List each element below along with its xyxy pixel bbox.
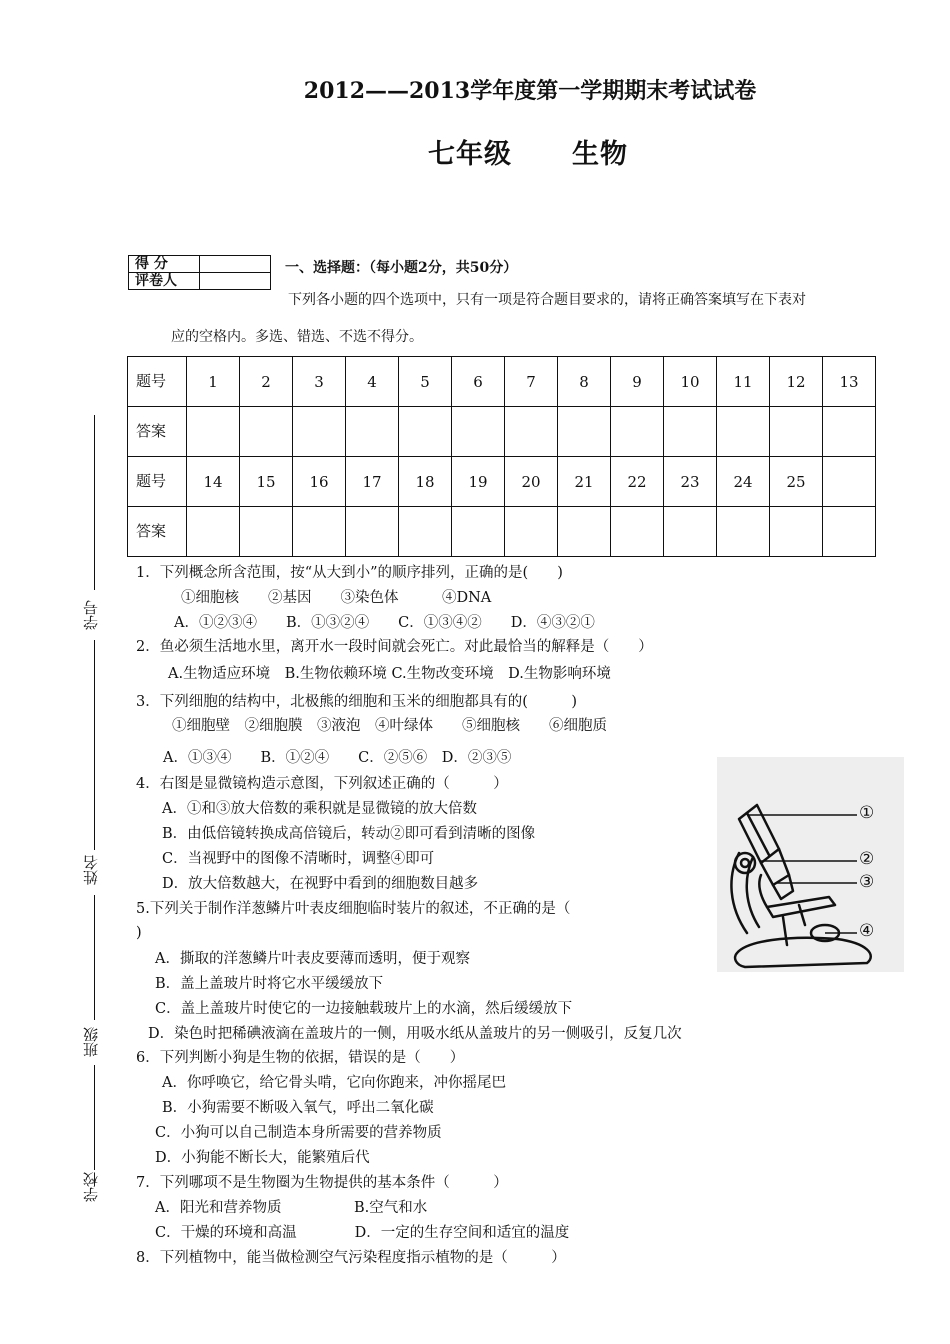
question-6-stem: 6．下列判断小狗是生物的依据，错误的是（ ）	[136, 1050, 465, 1066]
answer-cell[interactable]	[240, 407, 293, 457]
binding-line	[94, 640, 95, 850]
answer-cell[interactable]	[505, 407, 558, 457]
question-number: 25	[770, 457, 823, 507]
question-number: 15	[240, 457, 293, 507]
question-4-option-d: D．放大倍数越大，在视野中看到的细胞数目越多	[162, 876, 479, 892]
answer-cell[interactable]	[664, 407, 717, 457]
question-number: 21	[558, 457, 611, 507]
question-4-option-a: A．①和③放大倍数的乘积就是显微镜的放大倍数	[162, 801, 477, 817]
question-1-options: A．①②③④ B．①③②④ C．①③④② D．④③②①	[174, 615, 595, 631]
question-8-stem: 8．下列植物中，能当做检测空气污染程度指示植物的是（ ）	[136, 1250, 566, 1266]
number-row-2	[128, 457, 876, 507]
question-number: 11	[717, 357, 770, 407]
answer-cell[interactable]	[664, 507, 717, 557]
question-number: 3	[293, 357, 346, 407]
answer-cell[interactable]	[558, 507, 611, 557]
answer-cell[interactable]	[770, 407, 823, 457]
question-3-items: ①细胞壁 ②细胞膜 ③液泡 ④叶绿体 ⑤细胞核 ⑥细胞质	[172, 718, 607, 734]
question-7-options-ab: A．阳光和营养物质 B.空气和水	[155, 1200, 428, 1216]
diagram-label-2: ②	[859, 849, 875, 869]
question-6-option-c: C．小狗可以自己制造本身所需要的营养物质	[155, 1125, 442, 1141]
answer-cell[interactable]	[240, 507, 293, 557]
question-4-stem: 4．右图是显微镜构造示意图，下列叙述正确的（ ）	[136, 776, 508, 792]
section-heading: 一、选择题：（每小题2分，共50分）	[285, 260, 518, 276]
answer-cell[interactable]	[187, 407, 240, 457]
answer-cell[interactable]	[505, 507, 558, 557]
answer-row-2	[128, 507, 876, 557]
row-label-answer: 答案	[128, 407, 187, 457]
answer-cell[interactable]	[187, 507, 240, 557]
answer-cell[interactable]	[717, 407, 770, 457]
school-label: 学校	[82, 1172, 100, 1202]
question-number: 6	[452, 357, 505, 407]
question-number: 13	[823, 357, 876, 407]
question-6-option-a: A．你呼唤它，给它骨头啃，它向你跑来，冲你摇尾巴	[162, 1075, 506, 1091]
question-number: 8	[558, 357, 611, 407]
question-2-options: A.生物适应环境 B.生物依赖环境 C.生物改变环境 D.生物影响环境	[168, 666, 611, 682]
question-7-stem: 7．下列哪项不是生物圈为生物提供的基本条件（ ）	[136, 1175, 508, 1191]
question-4-option-c: C．当视野中的图像不清晰时，调整④即可	[162, 851, 435, 867]
answer-cell[interactable]	[611, 407, 664, 457]
number-row-1	[128, 357, 876, 407]
question-number: 12	[770, 357, 823, 407]
question-number: 24	[717, 457, 770, 507]
grader-field[interactable]	[200, 273, 271, 290]
question-number	[823, 457, 876, 507]
binding-line	[94, 415, 95, 590]
class-label: 班级	[82, 1027, 100, 1057]
answer-cell[interactable]	[452, 407, 505, 457]
question-number: 16	[293, 457, 346, 507]
microscope-drawing	[717, 757, 904, 972]
question-3-options: A．①③④ B．①②④ C．②⑤⑥ D．②③⑤	[163, 750, 512, 766]
score-field[interactable]	[200, 256, 271, 273]
question-7-options-cd: C．干燥的环境和高温 D．一定的生存空间和适宜的温度	[155, 1225, 570, 1241]
answer-cell[interactable]	[399, 407, 452, 457]
instruction-line-2: 应的空格内。多选、错选、不选不得分。	[171, 329, 423, 345]
score-box	[128, 255, 271, 290]
question-6-option-d: D．小狗能不断长大，能繁殖后代	[155, 1150, 370, 1166]
answer-cell[interactable]	[770, 507, 823, 557]
question-number: 2	[240, 357, 293, 407]
answer-cell[interactable]	[346, 407, 399, 457]
question-number: 10	[664, 357, 717, 407]
question-5-option-c: C．盖上盖玻片时使它的一边接触载玻片上的水滴，然后缓缓放下	[155, 1001, 573, 1017]
question-number: 23	[664, 457, 717, 507]
score-label: 得 分	[129, 256, 200, 273]
question-5-paren: )	[136, 925, 142, 941]
name-label: 姓名	[82, 855, 100, 885]
answer-table	[127, 356, 876, 557]
microscope-diagram	[717, 757, 904, 972]
question-number: 18	[399, 457, 452, 507]
diagram-label-1: ①	[859, 803, 875, 823]
diagram-label-3: ③	[859, 872, 875, 892]
diagram-label-4: ④	[859, 921, 875, 941]
question-1-stem: 1．下列概念所含范围，按“从大到小”的顺序排列，正确的是( )	[136, 565, 563, 581]
answer-cell[interactable]	[823, 407, 876, 457]
question-2-stem: 2．鱼必须生活地水里，离开水一段时间就会死亡。对此最恰当的解释是（ ）	[136, 639, 653, 655]
question-number: 14	[187, 457, 240, 507]
question-number: 9	[611, 357, 664, 407]
answer-cell[interactable]	[717, 507, 770, 557]
question-number: 17	[346, 457, 399, 507]
question-5-stem: 5.下列关于制作洋葱鳞片叶表皮细胞临时装片的叙述，不正确的是（	[136, 901, 571, 917]
row-label-number: 题号	[128, 457, 187, 507]
question-number: 5	[399, 357, 452, 407]
question-1-items: ①细胞核 ②基因 ③染色体 ④DNA	[181, 590, 492, 606]
question-number: 1	[187, 357, 240, 407]
question-5-option-b: B．盖上盖玻片时将它水平缓缓放下	[155, 976, 384, 992]
binding-line	[94, 895, 95, 1020]
grader-label: 评卷人	[129, 273, 200, 290]
answer-cell[interactable]	[346, 507, 399, 557]
student-id-label: 学号	[82, 600, 100, 630]
answer-row-1	[128, 407, 876, 457]
exam-subtitle	[428, 132, 628, 171]
question-5-option-a: A．撕取的洋葱鳞片叶表皮要薄而透明，便于观察	[155, 951, 470, 967]
question-number: 7	[505, 357, 558, 407]
question-5-option-d: D．染色时把稀碘液滴在盖玻片的一侧，用吸水纸从盖玻片的另一侧吸引，反复几次	[148, 1026, 682, 1042]
binding-line	[94, 1065, 95, 1170]
instruction-line-1: 下列各小题的四个选项中，只有一项是符合题目要求的，请将正确答案填写在下表对	[288, 292, 806, 308]
grade-label: 七年级	[428, 139, 512, 170]
question-number: 20	[505, 457, 558, 507]
row-label-answer: 答案	[128, 507, 187, 557]
answer-cell[interactable]	[399, 507, 452, 557]
answer-cell[interactable]	[823, 507, 876, 557]
answer-cell[interactable]	[558, 407, 611, 457]
question-3-stem: 3．下列细胞的结构中，北极熊的细胞和玉米的细胞都具有的( )	[136, 694, 578, 710]
question-number: 22	[611, 457, 664, 507]
question-number: 4	[346, 357, 399, 407]
answer-cell[interactable]	[452, 507, 505, 557]
question-4-option-b: B．由低倍镜转换成高倍镜后，转动②即可看到清晰的图像	[162, 826, 536, 842]
answer-cell[interactable]	[293, 407, 346, 457]
exam-title: 2012——2013学年度第一学期期末考试试卷	[303, 78, 757, 104]
question-number: 19	[452, 457, 505, 507]
question-6-option-b: B．小狗需要不断吸入氧气，呼出二氧化碳	[162, 1100, 434, 1116]
answer-cell[interactable]	[293, 507, 346, 557]
subject-label: 生物	[572, 139, 628, 170]
row-label-number: 题号	[128, 357, 187, 407]
answer-cell[interactable]	[611, 507, 664, 557]
